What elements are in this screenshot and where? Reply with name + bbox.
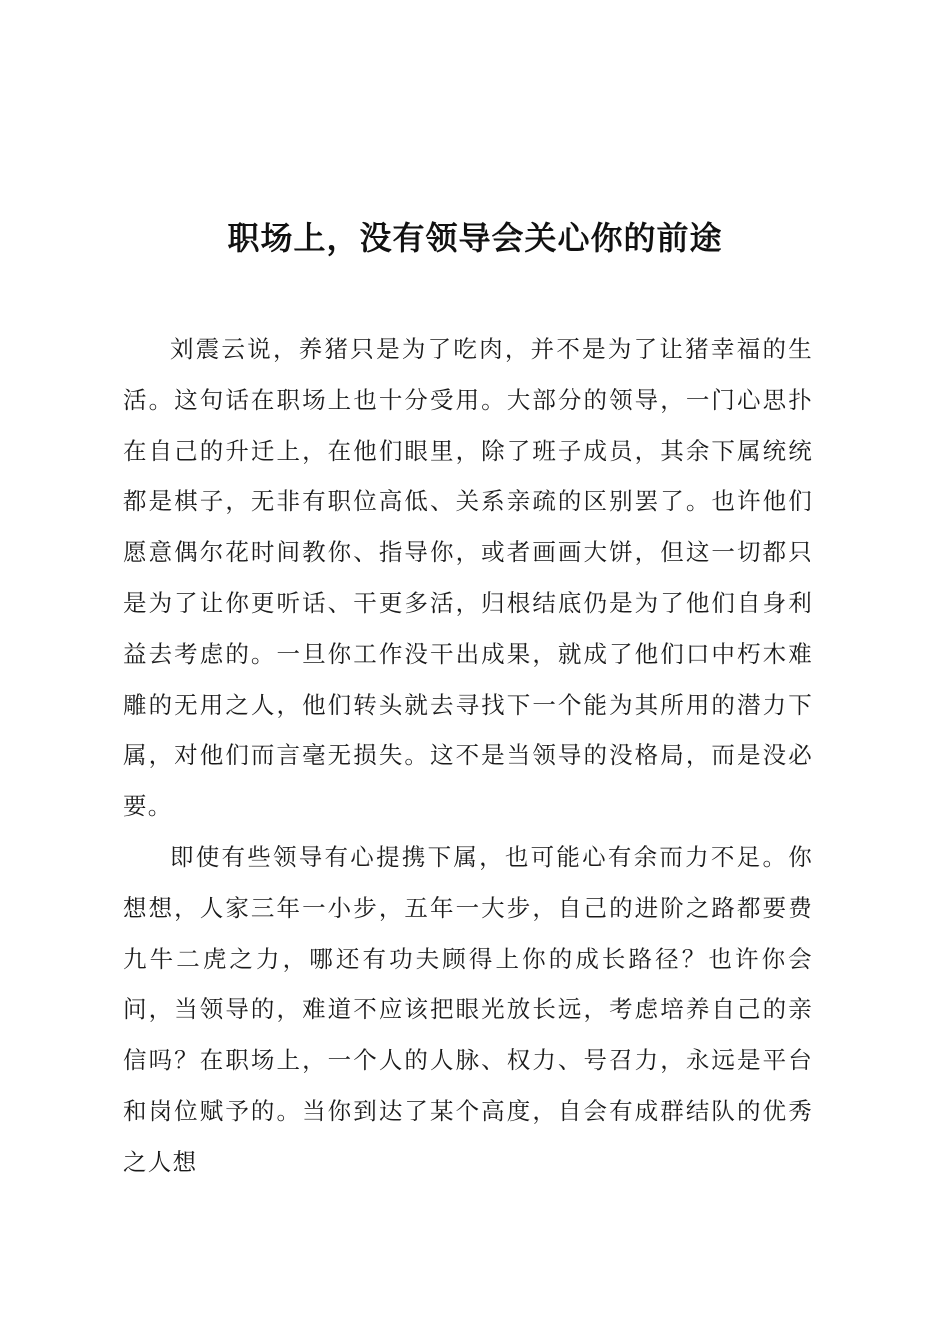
- document-body: [123, 324, 813, 1188]
- paragraph: 即使有些领导有心提携下属，也可能心有余而力不足。你想想，人家三年一小步，五年一大步，自己的进阶之路都要费九牛二虎之力，哪还有功夫顾得上你的成长路径？也许你会问，当领导的，难道不应该把眼光放长远，考虑培养自己的亲信吗？在职场上，一个人的人脉、权力、号召力，永远是平台和岗位赋予的。当你到达了某个高度，自会有成群结队的优秀之人想: [123, 842, 813, 1176]
- paragraph: 刘震云说，养猪只是为了吃肉，并不是为了让猪幸福的生活。这句话在职场上也十分受用。大部分的领导，一门心思扑在自己的升迁上，在他们眼里，除了班子成员，其余下属统统都是棋子，无非有职位高低、关系亲疏的区别罢了。也许他们愿意偶尔花时间教你、指导你，或者画画大饼，但这一切都只是为了让你更听话、干更多活，归根结底仍是为了他们自身利益去考虑的。一旦你工作没干出成果，就成了他们口中朽木难雕的无用之人，他们转头就去寻找下一个能为其所用的潜力下属，对他们而言毫无损失。这不是当领导的没格局，而是没必要。: [123, 335, 813, 821]
- document-title: 职场上，没有领导会关心你的前途: [227, 219, 723, 257]
